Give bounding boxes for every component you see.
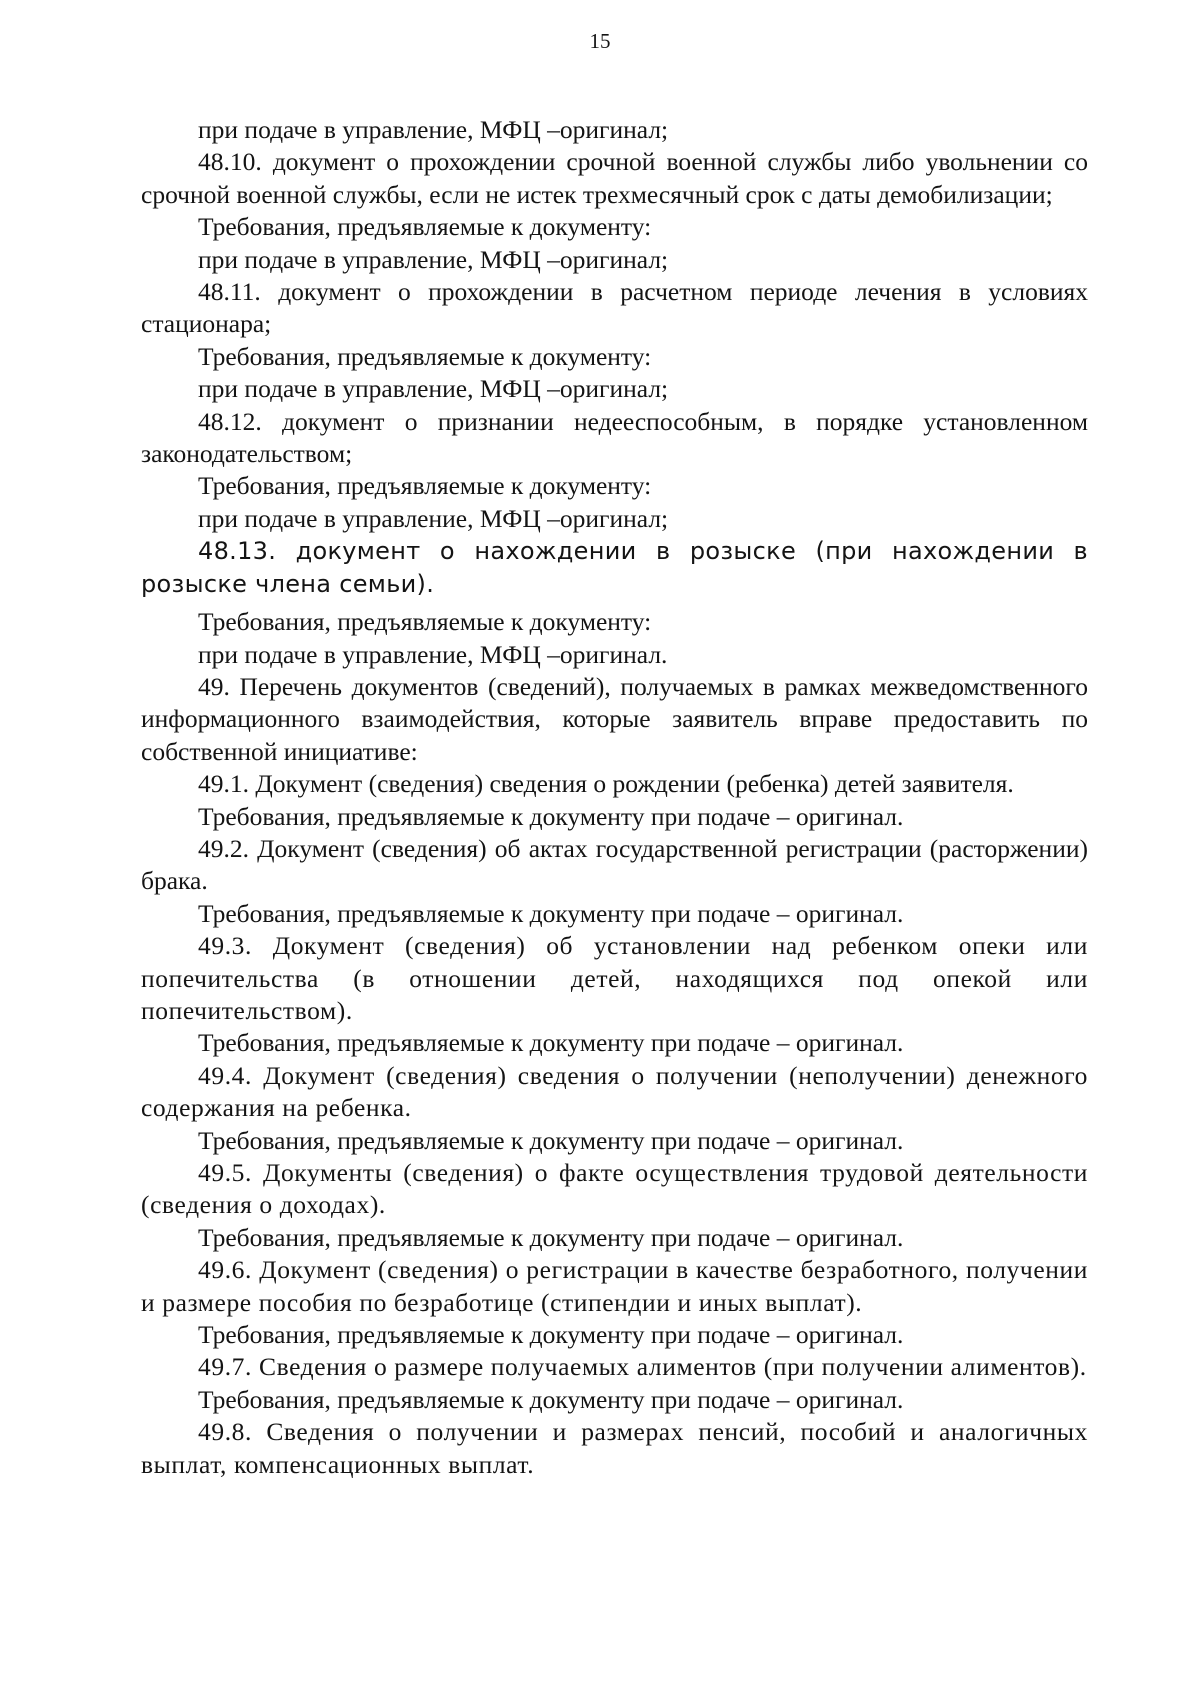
paragraph: 48.13. документ о нахождении в розыске (при нахождении в розыске члена семьи).: [141, 537, 1088, 598]
paragraph: 49.6. Документ (сведения) о регистрации в качестве безработного, получении и размере пособия по безработице (стипендии и иных выплат).: [141, 1255, 1088, 1317]
paragraph: 49.7. Сведения о размере получаемых алиментов (при получении алиментов).: [198, 1352, 1087, 1382]
document-body: [141, 114, 1088, 1481]
paragraph: Требования, предъявляемые к документу:: [198, 341, 652, 371]
paragraph: Требования, предъявляемые к документу:: [198, 607, 652, 637]
paragraph: Требования, предъявляемые к документу при подаче – оригинал.: [198, 801, 904, 831]
paragraph: при подаче в управление, МФЦ –оригинал;: [198, 503, 669, 533]
paragraph: Требования, предъявляемые к документу при подаче – оригинал.: [198, 1222, 904, 1252]
paragraph: 49.2. Документ (сведения) об актах государственной регистрации (расторжении) брака.: [141, 833, 1088, 896]
paragraph: Требования, предъявляемые к документу при подаче – оригинал.: [198, 1320, 904, 1350]
paragraph: при подаче в управление, МФЦ –оригинал;: [198, 244, 669, 274]
paragraph: 48.12. документ о признании недееспособным, в порядке установленном законодательством;: [141, 406, 1088, 469]
paragraph: 49. Перечень документов (сведений), получаемых в рамках межведомственного информационного взаимодействия, которые заявитель вправе предоставить по собственной инициативе:: [141, 671, 1088, 766]
page-number: 15: [589, 29, 611, 53]
paragraph: Требования, предъявляемые к документу при подаче – оригинал.: [198, 1125, 904, 1155]
paragraph: при подаче в управление, МФЦ –оригинал.: [198, 639, 668, 669]
paragraph: 49.1. Документ (сведения) сведения о рождении (ребенка) детей заявителя.: [198, 769, 1014, 799]
paragraph: Требования, предъявляемые к документу при подаче – оригинал.: [198, 1384, 904, 1414]
paragraph: при подаче в управление, МФЦ –оригинал;: [198, 115, 669, 144]
paragraph: при подаче в управление, МФЦ –оригинал;: [198, 374, 669, 404]
paragraph: 49.4. Документ (сведения) сведения о получении (неполучении) денежного содержания на ребенка.: [141, 1060, 1088, 1123]
paragraph: Требования, предъявляемые к документу при подаче – оригинал.: [198, 898, 904, 928]
paragraph: Требования, предъявляемые к документу:: [198, 212, 652, 242]
paragraph: Требования, предъявляемые к документу:: [198, 471, 652, 501]
paragraph: Требования, предъявляемые к документу при подаче – оригинал.: [198, 1028, 904, 1058]
paragraph: 49.3. Документ (сведения) об установлении над ребенком опеки или попечительства (в отношении детей, находящихся под опекой или попечительством).: [141, 931, 1088, 1025]
paragraph: 49.8. Сведения о получении и размерах пенсий, пособий и аналогичных выплат, компенсационных выплат.: [141, 1417, 1088, 1479]
paragraph: 48.10. документ о прохождении срочной военной службы либо увольнении со срочной военной службы, если не истек трехмесячный срок с даты демобилизации;: [141, 147, 1088, 209]
paragraph: 48.11. документ о прохождении в расчетном периоде лечения в условиях стационара;: [141, 277, 1088, 339]
paragraph: 49.5. Документы (сведения) о факте осуществления трудовой деятельности (сведения о доходах).: [141, 1158, 1088, 1220]
